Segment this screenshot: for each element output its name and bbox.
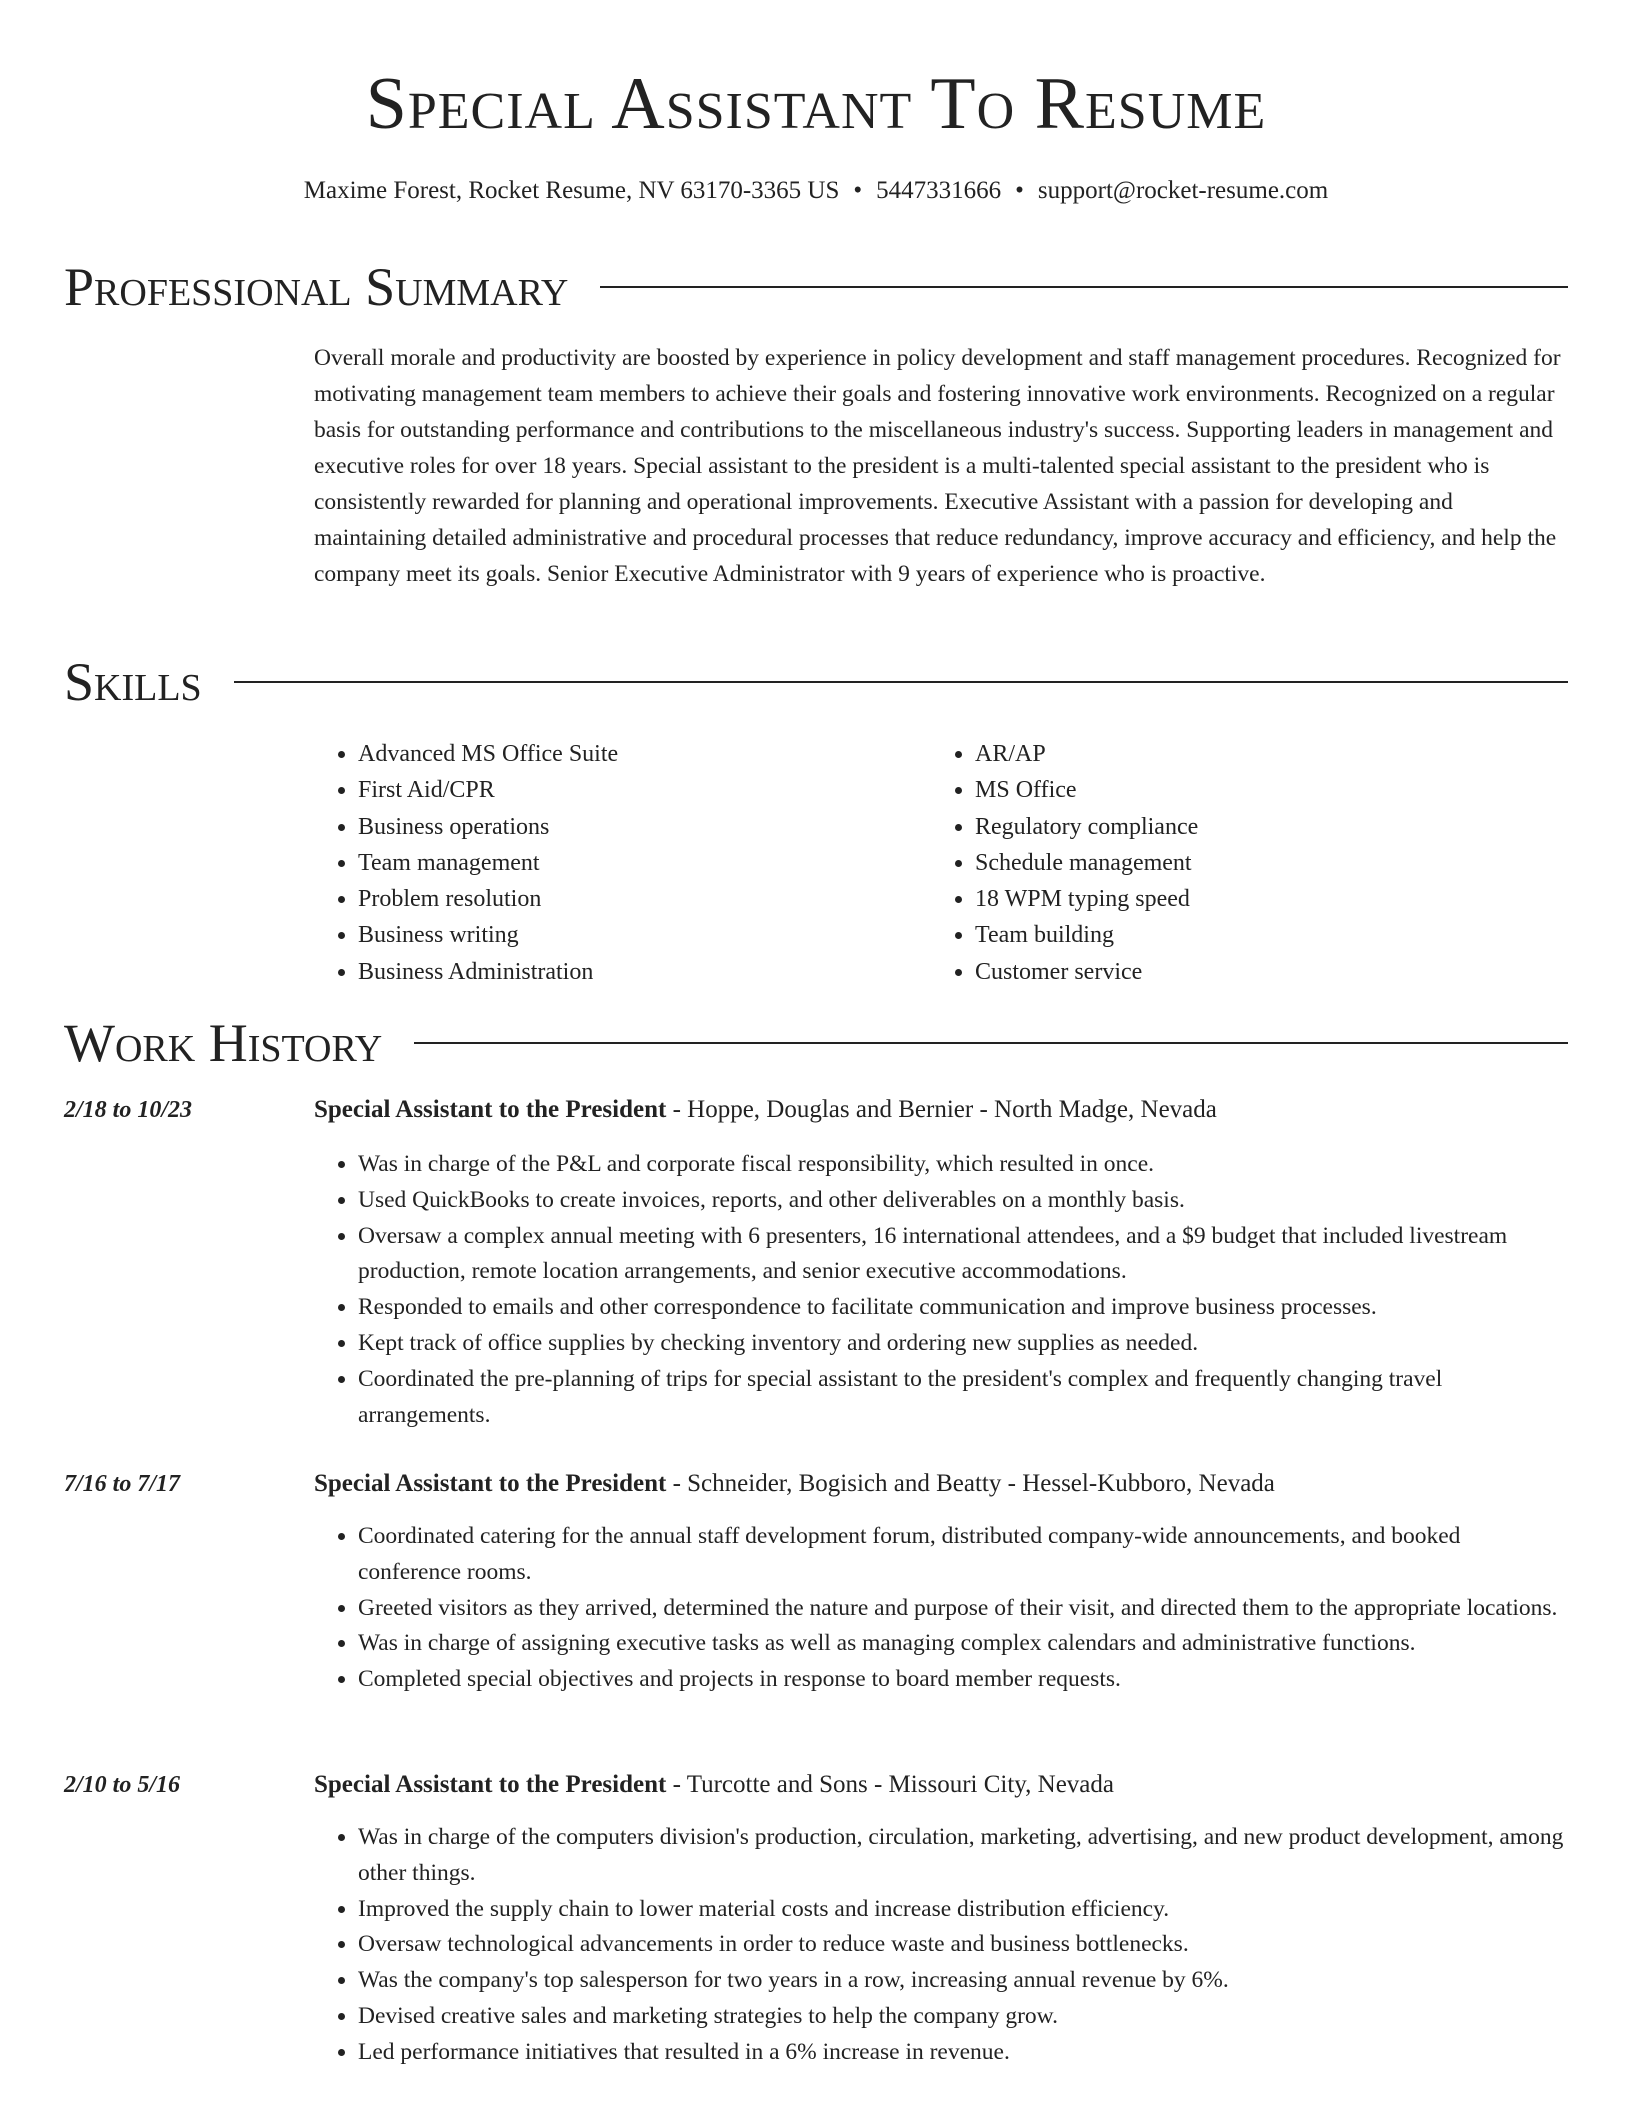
skills-column-right: [931, 736, 1548, 990]
skill-item: • Team building: [975, 917, 1548, 953]
job-bullet: • Coordinated catering for the annual staff development forum, distributed company-wide announcements, and booked conference rooms.: [358, 1519, 1568, 1591]
job-bullet: • Led performance initiatives that resulted in a 6% increase in revenue.: [358, 2035, 1568, 2071]
contact-line: [0, 175, 1632, 207]
job-company: - Schneider, Bogisich and Beatty - Hessel-Kubboro, Nevada: [666, 1470, 1275, 1497]
job-company: - Turcotte and Sons - Missouri City, Nevada: [666, 1771, 1114, 1798]
section-divider: [600, 286, 1568, 288]
job-header: [314, 1768, 1568, 1802]
job-bullet: • Coordinated the pre-planning of trips for special assistant to the president's complex and frequently changing travel arrangements.: [358, 1362, 1568, 1434]
skill-item: • Business Administration: [358, 954, 931, 990]
job-bullets: [314, 1147, 1568, 1433]
job-bullet: • Was in charge of the P&L and corporate fiscal responsibility, which resulted in once.: [358, 1147, 1568, 1183]
job-bullet: • Greeted visitors as they arrived, determined the nature and purpose of their visit, and directed them to the appropriate locations.: [358, 1591, 1568, 1627]
skill-item: • MS Office: [975, 772, 1548, 808]
skills-list: [314, 736, 1568, 990]
job-company: - Hoppe, Douglas and Bernier - North Madge, Nevada: [666, 1096, 1217, 1123]
summary-heading: Professional Summary: [64, 257, 569, 317]
contact-email: support@rocket-resume.com: [1037, 177, 1329, 204]
job-role: Special Assistant to the President: [314, 1096, 667, 1123]
contact-separator: •: [1015, 177, 1024, 204]
skill-item: • Regulatory compliance: [975, 809, 1548, 845]
job-bullet: • Was in charge of the computers division's production, circulation, marketing, advertising, and new product development, among other things.: [358, 1820, 1568, 1892]
job-role: Special Assistant to the President: [314, 1771, 667, 1798]
job-bullet: • Completed special objectives and projects in response to board member requests.: [358, 1662, 1568, 1698]
skill-item: • Problem resolution: [358, 881, 931, 917]
work-heading: Work History: [64, 1013, 383, 1073]
contact-address: Maxime Forest, Rocket Resume, NV 63170-3365 US: [303, 177, 840, 204]
skill-item: • Customer service: [975, 954, 1548, 990]
work-section-header: [64, 1013, 1568, 1073]
job-dates: 2/10 to 5/16: [64, 1772, 181, 1798]
skill-item: • AR/AP: [975, 736, 1548, 772]
job-bullet: • Devised creative sales and marketing strategies to help the company grow.: [358, 1999, 1568, 2035]
section-divider: [414, 1042, 1568, 1044]
skill-item: • 18 WPM typing speed: [975, 881, 1548, 917]
skill-item: • Schedule management: [975, 845, 1548, 881]
contact-separator: •: [853, 177, 863, 204]
job-dates: 2/18 to 10/23: [64, 1097, 193, 1123]
skills-column-left: [314, 736, 931, 990]
summary-section-header: [64, 257, 1568, 317]
job-header: [314, 1467, 1568, 1501]
job-bullet: • Used QuickBooks to create invoices, reports, and other deliverables on a monthly basis.: [358, 1183, 1568, 1219]
job-bullet: • Oversaw technological advancements in order to reduce waste and business bottlenecks.: [358, 1927, 1568, 1963]
job-header: [314, 1093, 1568, 1127]
section-divider: [234, 681, 1568, 683]
job-bullet: • Improved the supply chain to lower material costs and increase distribution efficiency.: [358, 1892, 1568, 1928]
summary-text: Overall morale and productivity are boosted by experience in policy development and staff management procedures. Recognized for motivating management team members to achieve their goals and fostering innovative work environments. Recognized on a regular basis for outstanding performance and contributions to the miscellaneous industry's success. Supporting leaders in management and executive roles for over 18 years. Special assistant to the president is a multi-talented special assistant to the president who is consistently rewarded for planning and operational improvements. Executive Assistant with a passion for developing and maintaining detailed administrative and procedural processes that reduce redundancy, improve accuracy and efficiency, and help the company meet its goals. Senior Executive Administrator with 9 years of experience who is proactive.: [314, 345, 1561, 587]
job-bullet: • Responded to emails and other correspondence to facilitate communication and improve business processes.: [358, 1290, 1568, 1326]
skill-item: • Business operations: [358, 809, 931, 845]
job-bullets: [314, 1820, 1568, 2071]
job-bullet: • Oversaw a complex annual meeting with 6 presenters, 16 international attendees, and a $9 budget that included livestream production, remote location arrangements, and senior executive accommodations.: [358, 1219, 1568, 1291]
contact-phone: 5447331666: [876, 177, 1002, 204]
skill-item: • First Aid/CPR: [358, 772, 931, 808]
job-bullet: • Was in charge of assigning executive tasks as well as managing complex calendars and administrative functions.: [358, 1626, 1568, 1662]
skill-item: • Team management: [358, 845, 931, 881]
job-dates: 7/16 to 7/17: [64, 1471, 181, 1497]
skill-item: • Advanced MS Office Suite: [358, 736, 931, 772]
skills-heading: Skills: [64, 652, 202, 712]
skills-section-header: [64, 652, 1568, 712]
job-bullet: • Was the company's top salesperson for two years in a row, increasing annual revenue by 6%.: [358, 1963, 1568, 1999]
skill-item: • Business writing: [358, 917, 931, 953]
job-bullet: • Kept track of office supplies by checking inventory and ordering new supplies as needed.: [358, 1326, 1568, 1362]
job-role: Special Assistant to the President: [314, 1470, 667, 1497]
resume-title: Special Assistant To Resume: [365, 63, 1267, 145]
job-bullets: [314, 1519, 1568, 1698]
